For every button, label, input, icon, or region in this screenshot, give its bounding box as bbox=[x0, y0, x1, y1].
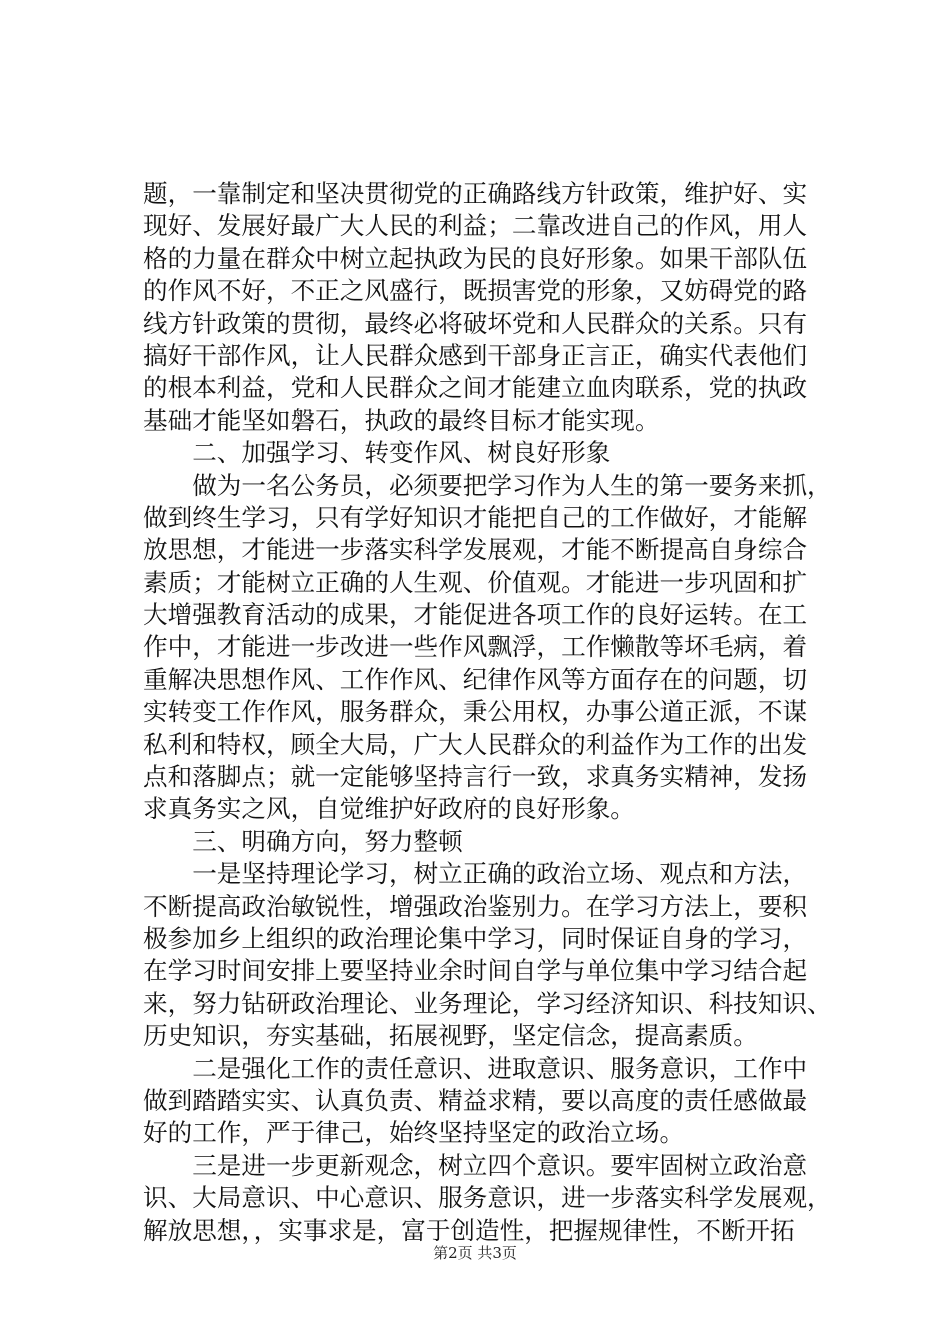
text-line: 求真务实之风，自觉维护好政府的良好形象。 bbox=[143, 794, 635, 824]
text-line: 重解决思想作风、工作作风、纪律作风等方面存在的问题，切 bbox=[143, 664, 808, 694]
text-line: 三、明确方向，努力整顿 bbox=[143, 826, 463, 856]
text-line: 的作风不好，不正之风盛行，既损害党的形象，又妨碍党的路 bbox=[143, 276, 808, 306]
text-line: 线方针政策的贯彻，最终必将破坏党和人民群众的关系。只有 bbox=[143, 308, 808, 338]
page-footer: 第2页 共3页 bbox=[433, 1244, 517, 1262]
text-line: 点和落脚点；就一定能够坚持言行一致，求真务实精神，发扬 bbox=[143, 762, 808, 792]
text-line: 做到终生学习，只有学好知识才能把自己的工作做好，才能解 bbox=[143, 502, 808, 532]
text-line: 在学习时间安排上要坚持业余时间自学与单位集中学习结合起 bbox=[143, 956, 808, 986]
text-line: 历史知识，夯实基础，拓展视野，坚定信念，提高素质。 bbox=[143, 1021, 758, 1051]
text-line: 好的工作，严于律己，始终坚持坚定的政治立场。 bbox=[143, 1118, 685, 1148]
text-line: 作中，才能进一步改进一些作风飘浮，工作懒散等坏毛病，着 bbox=[143, 632, 808, 662]
text-line: 题，一靠制定和坚决贯彻党的正确路线方针政策，维护好、实 bbox=[143, 179, 808, 208]
text-line: 极参加乡上组织的政治理论集中学习，同时保证自身的学习， bbox=[143, 923, 808, 953]
text-line: 二是强化工作的责任意识、进取意识、服务意识，工作中 bbox=[143, 1053, 808, 1083]
text-line: 三是进一步更新观念，树立四个意识。要牢固树立政治意 bbox=[143, 1150, 808, 1180]
text-line: 素质；才能树立正确的人生观、价值观。才能进一步巩固和扩 bbox=[143, 567, 808, 597]
text-line: 基础才能坚如磐石，执政的最终目标才能实现。 bbox=[143, 405, 660, 435]
text-line: 放思想，才能进一步落实科学发展观，才能不断提高自身综合 bbox=[143, 535, 808, 565]
text-line: 现好、发展好最广大人民的利益；二靠改进自己的作风，用人 bbox=[143, 211, 808, 241]
text-line: 做到踏踏实实、认真负责、精益求精，要以高度的责任感做最 bbox=[143, 1085, 808, 1115]
text-line: 解放思想，，实事求是，富于创造性，把握规律性，不断开拓 bbox=[143, 1215, 795, 1245]
text-line: 私利和特权，顾全大局，广大人民群众的利益作为工作的出发 bbox=[143, 729, 808, 759]
text-line: 搞好干部作风，让人民群众感到干部身正言正，确实代表他们 bbox=[143, 340, 808, 370]
text-line: 识、大局意识、中心意识、服务意识，进一步落实科学发展观， bbox=[143, 1183, 832, 1213]
text-line: 二、加强学习、转变作风、树良好形象 bbox=[143, 438, 611, 468]
text-line: 不断提高政治敏锐性，增强政治鉴别力。在学习方法上，要积 bbox=[143, 891, 808, 921]
text-line: 实转变工作作风，服务群众，秉公用权，办事公道正派，不谋 bbox=[143, 697, 808, 727]
text-line: 一是坚持理论学习，树立正确的政治立场、观点和方法， bbox=[143, 859, 808, 889]
text-line: 大增强教育活动的成果，才能促进各项工作的良好运转。在工 bbox=[143, 600, 808, 630]
text-line: 格的力量在群众中树立起执政为民的良好形象。如果干部队伍 bbox=[143, 243, 808, 273]
body-text bbox=[143, 178, 833, 1247]
text-line: 的根本利益，党和人民群众之间才能建立血肉联系，党的执政 bbox=[143, 373, 808, 403]
text-line: 来，努力钻研政治理论、业务理论，学习经济知识、科技知识、 bbox=[143, 988, 832, 1018]
text-line: 做为一名公务员，必须要把学习作为人生的第一要务来抓， bbox=[143, 470, 832, 500]
